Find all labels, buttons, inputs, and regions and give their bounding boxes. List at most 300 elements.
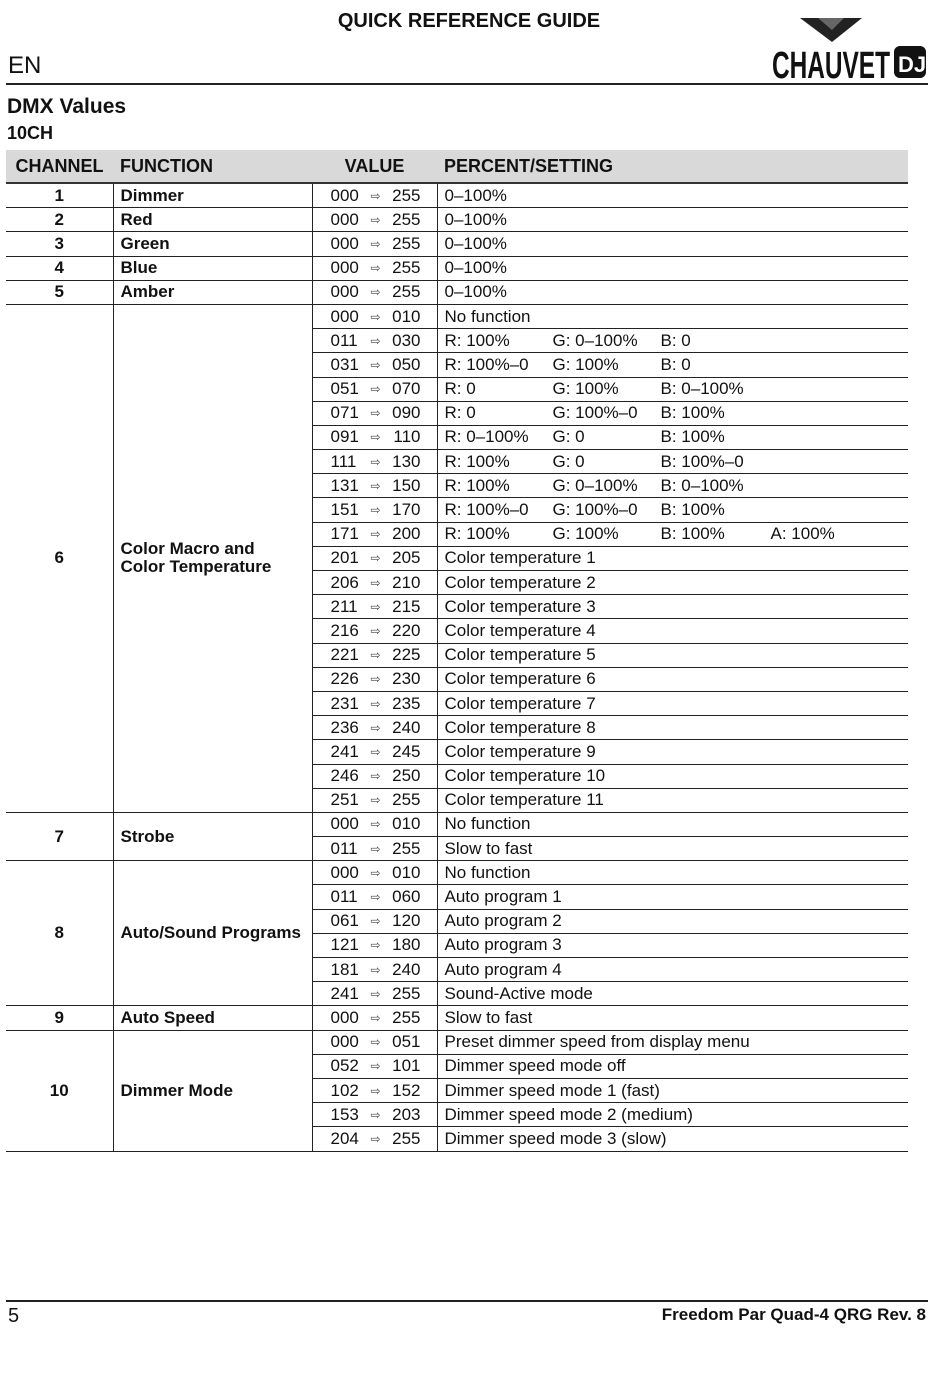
value-range-cell — [312, 377, 437, 401]
value-high: 110 — [393, 427, 421, 447]
setting-cell: Dimmer speed mode 2 (medium) — [437, 1103, 908, 1127]
value-range-cell — [312, 256, 437, 280]
value-range-cell — [312, 1054, 437, 1078]
function-line: Color Macro and — [120, 539, 255, 559]
page-title: QUICK REFERENCE GUIDE — [337, 10, 601, 32]
value-range-cell — [312, 353, 437, 377]
table-row — [6, 208, 908, 232]
value-range-cell — [312, 933, 437, 957]
range-arrow-icon: ⇨ — [370, 1035, 381, 1050]
value-low: 031 — [330, 354, 359, 374]
value-low: 226 — [330, 669, 359, 689]
value-high: 051 — [392, 1032, 421, 1052]
range-arrow-icon: ⇨ — [370, 793, 381, 808]
value-low: 000 — [330, 1032, 359, 1052]
value-range-cell — [312, 1127, 437, 1151]
setting-cell: Slow to fast — [437, 1006, 908, 1030]
value-low: 204 — [330, 1128, 359, 1148]
value-range — [313, 500, 437, 520]
value-high: 255 — [392, 258, 421, 278]
color-component: B: 100%–0 — [660, 451, 744, 471]
setting-cell: Auto program 4 — [437, 958, 908, 982]
value-range — [313, 476, 437, 496]
range-arrow-icon: ⇨ — [370, 1059, 381, 1074]
color-component: A: 100% — [770, 524, 835, 544]
value-high: 205 — [392, 548, 421, 568]
range-arrow-icon: ⇨ — [370, 720, 381, 735]
range-arrow-icon: ⇨ — [370, 236, 381, 251]
color-mix-setting — [445, 331, 909, 351]
color-component: R: 100% — [444, 330, 510, 350]
channel-cell: 3 — [6, 232, 113, 256]
value-low: 111 — [330, 451, 357, 471]
value-high: 215 — [392, 596, 421, 616]
value-range-cell — [312, 764, 437, 788]
value-range — [313, 1129, 437, 1149]
color-component: G: 100% — [552, 524, 619, 544]
color-component: R: 0 — [444, 403, 476, 423]
setting-cell: Sound-Active mode — [437, 982, 908, 1006]
setting-cell: Color temperature 8 — [437, 716, 908, 740]
value-low: 102 — [330, 1080, 359, 1100]
value-range-cell — [312, 619, 437, 643]
setting-cell: Auto program 3 — [437, 933, 908, 957]
value-range — [313, 452, 437, 472]
value-range — [313, 234, 437, 254]
color-component: R: 100%–0 — [444, 354, 529, 374]
range-arrow-icon: ⇨ — [370, 309, 381, 324]
range-arrow-icon: ⇨ — [370, 478, 381, 493]
function-label — [121, 828, 312, 846]
value-range — [313, 597, 437, 617]
header-function: FUNCTION — [113, 150, 312, 183]
value-range-cell — [312, 280, 437, 304]
setting-cell: Auto program 2 — [437, 909, 908, 933]
range-arrow-icon: ⇨ — [370, 841, 381, 856]
value-range-cell — [312, 643, 437, 667]
range-arrow-icon: ⇨ — [370, 212, 381, 227]
table-row — [6, 861, 908, 885]
color-component: G: 100% — [552, 354, 619, 374]
setting-cell: 0–100% — [437, 280, 908, 304]
value-range — [313, 258, 437, 278]
range-arrow-icon: ⇨ — [370, 769, 381, 784]
value-high: 220 — [392, 620, 421, 640]
value-range-cell — [312, 546, 437, 570]
function-label — [121, 259, 312, 277]
value-range — [313, 887, 437, 907]
value-high: 240 — [392, 959, 421, 979]
function-cell — [113, 861, 312, 1006]
function-label — [121, 1082, 312, 1100]
range-arrow-icon: ⇨ — [370, 648, 381, 663]
range-arrow-icon: ⇨ — [370, 575, 381, 590]
value-low: 071 — [330, 403, 359, 423]
function-line: Amber — [120, 282, 175, 302]
value-range-cell — [312, 861, 437, 885]
header-value: VALUE — [312, 150, 437, 183]
section-title: DMX Values — [7, 95, 127, 118]
color-component: B: 100% — [660, 500, 725, 520]
table-row — [6, 256, 908, 280]
range-arrow-icon: ⇨ — [370, 672, 381, 687]
color-component: B: 0–100% — [660, 475, 744, 495]
channel-cell: 1 — [6, 183, 113, 208]
value-low: 211 — [330, 596, 358, 616]
value-range — [313, 911, 437, 931]
function-line: Green — [120, 233, 170, 253]
color-component: G: 100% — [552, 379, 619, 399]
value-low: 051 — [330, 379, 359, 399]
color-component: G: 0 — [552, 427, 585, 447]
header-channel: CHANNEL — [6, 150, 113, 183]
setting-cell: 0–100% — [437, 183, 908, 208]
value-range — [313, 669, 437, 689]
value-high: 050 — [392, 354, 421, 374]
function-label — [121, 540, 312, 576]
function-line: Dimmer Mode — [120, 1080, 233, 1100]
value-range — [313, 379, 437, 399]
setting-cell: Color temperature 5 — [437, 643, 908, 667]
color-component: B: 0 — [660, 354, 691, 374]
color-mix-setting — [445, 355, 909, 375]
value-range-cell — [312, 498, 437, 522]
page-number: 5 — [8, 1305, 20, 1327]
value-high: 090 — [392, 403, 421, 423]
value-range-cell — [312, 474, 437, 498]
dmx-values-table — [6, 150, 908, 1152]
value-high: 101 — [392, 1056, 421, 1076]
header-setting: PERCENT/SETTING — [437, 150, 908, 183]
function-label — [121, 1009, 312, 1027]
value-high: 210 — [392, 572, 421, 592]
range-arrow-icon: ⇨ — [370, 865, 381, 880]
range-arrow-icon: ⇨ — [370, 744, 381, 759]
function-cell — [113, 183, 312, 208]
table-row — [6, 812, 908, 836]
setting-cell: Dimmer speed mode 3 (slow) — [437, 1127, 908, 1151]
value-high: 180 — [392, 935, 421, 955]
color-mix-setting — [445, 524, 909, 544]
color-component: R: 100% — [444, 524, 510, 544]
color-mix-setting — [445, 452, 909, 472]
value-range — [313, 1081, 437, 1101]
value-low: 000 — [330, 282, 359, 302]
value-range — [313, 403, 437, 423]
channel-cell: 10 — [6, 1030, 113, 1151]
range-arrow-icon: ⇨ — [370, 382, 381, 397]
table-row — [6, 183, 908, 208]
function-cell — [113, 280, 312, 304]
color-mix-setting — [445, 403, 909, 423]
value-range-cell — [312, 1030, 437, 1054]
value-range-cell — [312, 667, 437, 691]
value-range — [313, 1008, 437, 1028]
value-high: 152 — [392, 1080, 421, 1100]
table-row — [6, 232, 908, 256]
function-label — [121, 187, 312, 205]
setting-cell — [437, 498, 908, 522]
svg-text:DJ: DJ — [898, 52, 927, 77]
color-component: G: 100%–0 — [552, 403, 638, 423]
setting-cell — [437, 353, 908, 377]
range-arrow-icon: ⇨ — [370, 938, 381, 953]
setting-cell: Color temperature 3 — [437, 595, 908, 619]
value-high: 255 — [392, 185, 421, 205]
setting-cell: No function — [437, 861, 908, 885]
value-low: 201 — [330, 548, 359, 568]
function-cell — [113, 232, 312, 256]
range-arrow-icon: ⇨ — [370, 503, 381, 518]
value-range — [313, 718, 437, 738]
value-high: 070 — [392, 379, 421, 399]
value-range — [313, 1105, 437, 1125]
setting-cell: Preset dimmer speed from display menu — [437, 1030, 908, 1054]
value-high: 235 — [392, 693, 421, 713]
setting-cell: Color temperature 2 — [437, 571, 908, 595]
value-range — [313, 524, 437, 544]
channel-cell: 5 — [6, 280, 113, 304]
value-range — [313, 742, 437, 762]
setting-cell: No function — [437, 812, 908, 836]
value-high: 240 — [392, 717, 421, 737]
value-range — [313, 1056, 437, 1076]
range-arrow-icon: ⇨ — [370, 914, 381, 929]
value-high: 255 — [392, 209, 421, 229]
value-range-cell — [312, 401, 437, 425]
color-component: R: 0–100% — [444, 427, 529, 447]
setting-cell: 0–100% — [437, 232, 908, 256]
value-low: 000 — [330, 258, 359, 278]
value-range-cell — [312, 885, 437, 909]
value-range-cell — [312, 1103, 437, 1127]
setting-cell — [437, 474, 908, 498]
value-high: 010 — [392, 814, 421, 834]
setting-cell: Slow to fast — [437, 837, 908, 861]
setting-cell: 0–100% — [437, 256, 908, 280]
table-row — [6, 1006, 908, 1030]
value-range — [313, 427, 437, 447]
color-mix-setting — [445, 379, 909, 399]
value-range — [313, 621, 437, 641]
value-low: 061 — [330, 911, 359, 931]
value-range-cell — [312, 232, 437, 256]
value-low: 153 — [330, 1104, 359, 1124]
setting-cell: Color temperature 9 — [437, 740, 908, 764]
setting-cell: Color temperature 7 — [437, 691, 908, 715]
value-range — [313, 186, 437, 206]
value-low: 216 — [330, 620, 359, 640]
function-cell — [113, 812, 312, 860]
range-arrow-icon: ⇨ — [370, 623, 381, 638]
setting-cell — [437, 425, 908, 449]
color-mix-setting — [445, 427, 909, 447]
value-range — [313, 1032, 437, 1052]
range-arrow-icon: ⇨ — [370, 454, 381, 469]
channel-cell: 2 — [6, 208, 113, 232]
value-low: 206 — [330, 572, 359, 592]
table-row — [6, 304, 908, 328]
range-arrow-icon: ⇨ — [370, 962, 381, 977]
range-arrow-icon: ⇨ — [370, 599, 381, 614]
range-arrow-icon: ⇨ — [370, 1010, 381, 1025]
function-line: Dimmer — [120, 185, 184, 205]
value-low: 011 — [330, 887, 358, 907]
value-range — [313, 863, 437, 883]
function-cell — [113, 256, 312, 280]
value-range-cell — [312, 909, 437, 933]
chauvet-dj-logo — [770, 16, 930, 82]
value-low: 151 — [330, 500, 359, 520]
function-label — [121, 924, 312, 942]
value-high: 245 — [392, 741, 421, 761]
color-component: G: 0–100% — [552, 330, 638, 350]
value-range — [313, 935, 437, 955]
function-line: Auto/Sound Programs — [120, 923, 301, 943]
range-arrow-icon: ⇨ — [370, 406, 381, 421]
value-low: 000 — [330, 185, 359, 205]
value-low: 241 — [330, 983, 359, 1003]
value-high: 255 — [392, 983, 421, 1003]
value-range — [313, 548, 437, 568]
range-arrow-icon: ⇨ — [370, 890, 381, 905]
value-low: 231 — [330, 693, 359, 713]
value-high: 120 — [392, 911, 421, 931]
header-rule — [6, 83, 928, 85]
function-line: Color Temperature — [120, 557, 272, 577]
function-cell — [113, 304, 312, 812]
channel-cell: 8 — [6, 861, 113, 1006]
value-range — [313, 331, 437, 351]
value-range-cell — [312, 958, 437, 982]
value-high: 250 — [392, 766, 421, 786]
svg-text:CHAUVET: CHAUVET — [772, 45, 890, 82]
setting-cell: Dimmer speed mode off — [437, 1054, 908, 1078]
value-low: 011 — [330, 838, 358, 858]
value-low: 052 — [330, 1056, 359, 1076]
value-range-cell — [312, 304, 437, 328]
value-range — [313, 839, 437, 859]
value-range-cell — [312, 788, 437, 812]
setting-cell — [437, 522, 908, 546]
value-range — [313, 307, 437, 327]
value-low: 091 — [330, 427, 359, 447]
table-row — [6, 280, 908, 304]
function-line: Blue — [120, 258, 158, 278]
setting-cell: Color temperature 10 — [437, 764, 908, 788]
value-high: 255 — [392, 838, 421, 858]
value-range-cell — [312, 208, 437, 232]
color-component: B: 100% — [660, 524, 725, 544]
function-label — [121, 235, 312, 253]
color-mix-setting — [445, 500, 909, 520]
value-range-cell — [312, 183, 437, 208]
value-range-cell — [312, 716, 437, 740]
value-range — [313, 790, 437, 810]
value-low: 000 — [330, 862, 359, 882]
color-component: B: 0–100% — [660, 379, 744, 399]
value-range — [313, 210, 437, 230]
value-range-cell — [312, 691, 437, 715]
channel-cell: 6 — [6, 304, 113, 812]
language-code: EN — [8, 52, 42, 79]
channel-cell: 4 — [6, 256, 113, 280]
function-cell — [113, 208, 312, 232]
setting-cell: Dimmer speed mode 1 (fast) — [437, 1078, 908, 1102]
value-low: 221 — [330, 645, 359, 665]
setting-cell — [437, 377, 908, 401]
color-component: G: 0–100% — [552, 475, 638, 495]
function-cell — [113, 1006, 312, 1030]
value-range — [313, 694, 437, 714]
value-high: 255 — [392, 1128, 421, 1148]
value-high: 130 — [392, 451, 421, 471]
value-range — [313, 960, 437, 980]
function-label — [121, 283, 312, 301]
value-high: 030 — [392, 330, 421, 350]
range-arrow-icon: ⇨ — [370, 1083, 381, 1098]
value-high: 230 — [392, 669, 421, 689]
value-range-cell — [312, 450, 437, 474]
value-range — [313, 355, 437, 375]
setting-cell: Auto program 1 — [437, 885, 908, 909]
value-low: 236 — [330, 717, 359, 737]
value-low: 000 — [330, 233, 359, 253]
color-component: B: 100% — [660, 403, 725, 423]
setting-cell: 0–100% — [437, 208, 908, 232]
footer-rule — [6, 1300, 928, 1302]
range-arrow-icon: ⇨ — [370, 333, 381, 348]
color-component: R: 100% — [444, 475, 510, 495]
range-arrow-icon: ⇨ — [370, 188, 381, 203]
value-high: 010 — [392, 306, 421, 326]
value-low: 171 — [330, 524, 359, 544]
value-range-cell — [312, 595, 437, 619]
value-range — [313, 766, 437, 786]
value-high: 255 — [392, 1007, 421, 1027]
color-component: R: 100% — [444, 451, 510, 471]
color-mix-setting — [445, 476, 909, 496]
color-component: G: 0 — [552, 451, 585, 471]
function-line: Strobe — [120, 826, 175, 846]
value-high: 255 — [392, 233, 421, 253]
range-arrow-icon: ⇨ — [370, 527, 381, 542]
function-line: Red — [120, 209, 153, 229]
value-low: 000 — [330, 814, 359, 834]
setting-cell — [437, 329, 908, 353]
range-arrow-icon: ⇨ — [370, 430, 381, 445]
value-low: 246 — [330, 766, 359, 786]
channel-cell: 7 — [6, 812, 113, 860]
table-row — [6, 1030, 908, 1054]
value-high: 150 — [392, 475, 421, 495]
value-high: 170 — [392, 500, 421, 520]
value-high: 255 — [392, 282, 421, 302]
value-low: 181 — [330, 959, 359, 979]
value-high: 060 — [392, 887, 421, 907]
value-range-cell — [312, 1078, 437, 1102]
value-range-cell — [312, 740, 437, 764]
value-low: 000 — [330, 306, 359, 326]
range-arrow-icon: ⇨ — [370, 817, 381, 832]
setting-cell: Color temperature 1 — [437, 546, 908, 570]
color-component: R: 100%–0 — [444, 500, 529, 520]
color-component: B: 0 — [660, 330, 691, 350]
value-range-cell — [312, 425, 437, 449]
value-range-cell — [312, 1006, 437, 1030]
setting-cell — [437, 450, 908, 474]
function-label — [121, 211, 312, 229]
